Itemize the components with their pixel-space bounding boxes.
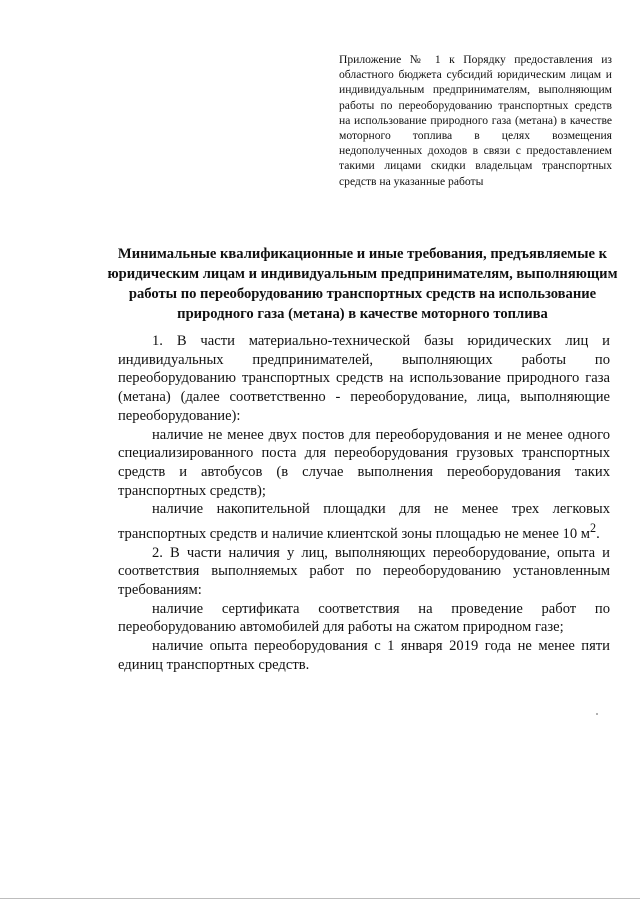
appendix-note — [339, 52, 612, 189]
appendix-note-text: Приложение № 1 к Порядку предоставления из областного бюджета субсидий юридическим лицам и индивидуальным предпринимателям, выполняющим работы по переоборудованию транспортных средств на использование природного газа (метана) в качестве моторного топлива в целях возмещения недополученных доходов в связи с предоставлением такими лицами скидки владельцам транспортных средств на указанные работы — [339, 53, 612, 188]
paragraph-storage-area-requirement — [118, 500, 610, 543]
paragraph-storage-area-end: . — [596, 525, 600, 542]
square-meter-superscript: 2 — [590, 521, 597, 536]
paragraph-posts-requirement: наличие не менее двух постов для переоборудования и не менее одного специализированного поста для переоборудования грузовых транспортных средств и автобусов (в случае выполнения переоборудования таких транспортных средств); — [118, 426, 610, 499]
paragraph-section-2: 2. В части наличия у лиц, выполняющих переоборудование, опыта и соответствия выполняемых работ по переоборудованию установленным требованиям: — [118, 544, 610, 598]
paragraph-storage-area-text: наличие накопительной площадки для не менее трех легковых транспортных средств и наличие клиентской зоны площадью не менее 10 м — [118, 501, 610, 542]
scan-artifact-dot — [596, 713, 598, 715]
paragraph-section-1: 1. В части материально-технической базы юридических лиц и индивидуальных предпринимателей, выполняющих работы по переоборудованию транспортных средств на использование природного газа (метана) (далее соответственно - переоборудование, лица, выполняющие переоборудование): — [118, 333, 610, 424]
paragraph-certificate-requirement: наличие сертификата соответствия на проведение работ по переоборудованию автомобилей для работы на сжатом природном газе; — [118, 600, 610, 636]
document-title-text: Минимальные квалификационные и иные требования, предъявляемые к юридическим лицам и индивидуальным предпринимателям, выполняющим работы по переоборудованию транспортных средств на использование природного газа (метана) в качестве моторного топлива — [107, 246, 618, 322]
document-body — [118, 332, 610, 675]
paragraph-experience-requirement: наличие опыта переоборудования с 1 января 2019 года не менее пяти единиц транспортных средств. — [118, 638, 610, 673]
document-title — [95, 244, 630, 324]
scan-artifact-line — [0, 898, 640, 899]
